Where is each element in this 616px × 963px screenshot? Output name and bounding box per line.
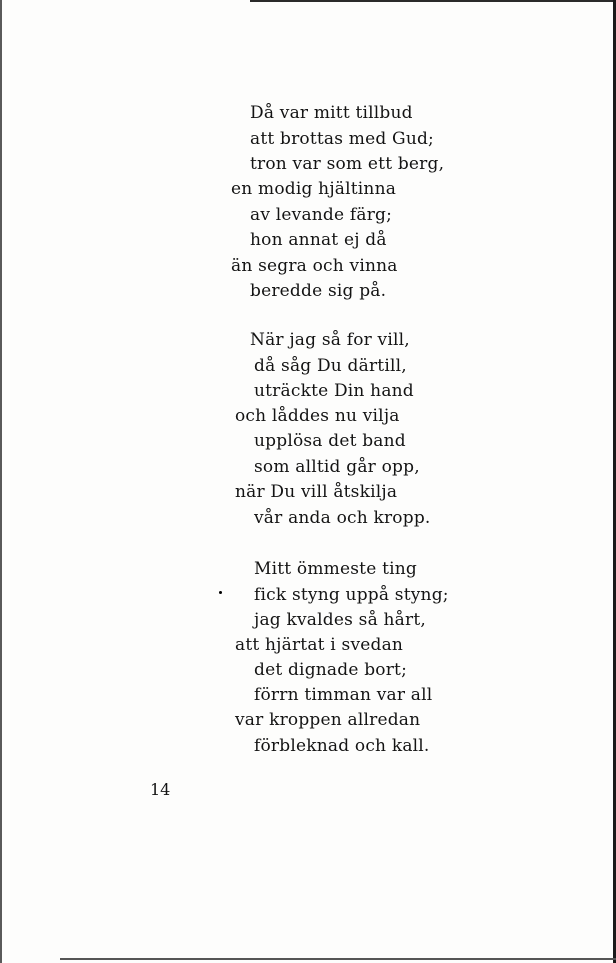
- poem-line: då såg Du därtill,: [254, 356, 407, 376]
- poem-line: Mitt ömmeste ting: [254, 559, 417, 579]
- poem-line: tron var som ett berg,: [250, 154, 445, 174]
- poem-line: att brottas med Gud;: [250, 129, 434, 149]
- scan-edge-top: [250, 0, 616, 2]
- poem-line: hon annat ej då: [250, 230, 387, 250]
- poem-line: Då var mitt tillbud: [250, 103, 413, 123]
- poem-line: och låddes nu vilja: [235, 406, 400, 426]
- poem-line: som alltid går opp,: [254, 457, 420, 477]
- scan-edge-left: [0, 0, 2, 963]
- poem-line: att hjärtat i svedan: [235, 635, 404, 655]
- poem-line: än segra och vinna: [231, 256, 398, 276]
- poem-line: När jag så for vill,: [250, 330, 410, 350]
- scan-edge-bottom: [60, 958, 616, 960]
- poem-line: förrn timman var all: [254, 685, 433, 705]
- poem-line: det dignade bort;: [254, 660, 408, 680]
- poem-line: förbleknad och kall.: [254, 736, 430, 756]
- poem-line: uträckte Din hand: [254, 381, 414, 401]
- poem-line: beredde sig på.: [250, 281, 387, 301]
- poem-line: upplösa det band: [254, 431, 406, 451]
- poem-line: var kroppen allredan: [235, 710, 421, 730]
- poem-line: en modig hjältinna: [231, 179, 397, 199]
- scan-speck: [219, 591, 222, 594]
- poem-line: fick styng uppå styng;: [254, 585, 449, 605]
- poem-line: av levande färg;: [250, 205, 393, 225]
- page-number: 14: [150, 780, 171, 799]
- poem-line: när Du vill åtskilja: [235, 482, 398, 502]
- poem-line: jag kvaldes så hårt,: [254, 610, 426, 630]
- poem-line: vår anda och kropp.: [254, 508, 431, 528]
